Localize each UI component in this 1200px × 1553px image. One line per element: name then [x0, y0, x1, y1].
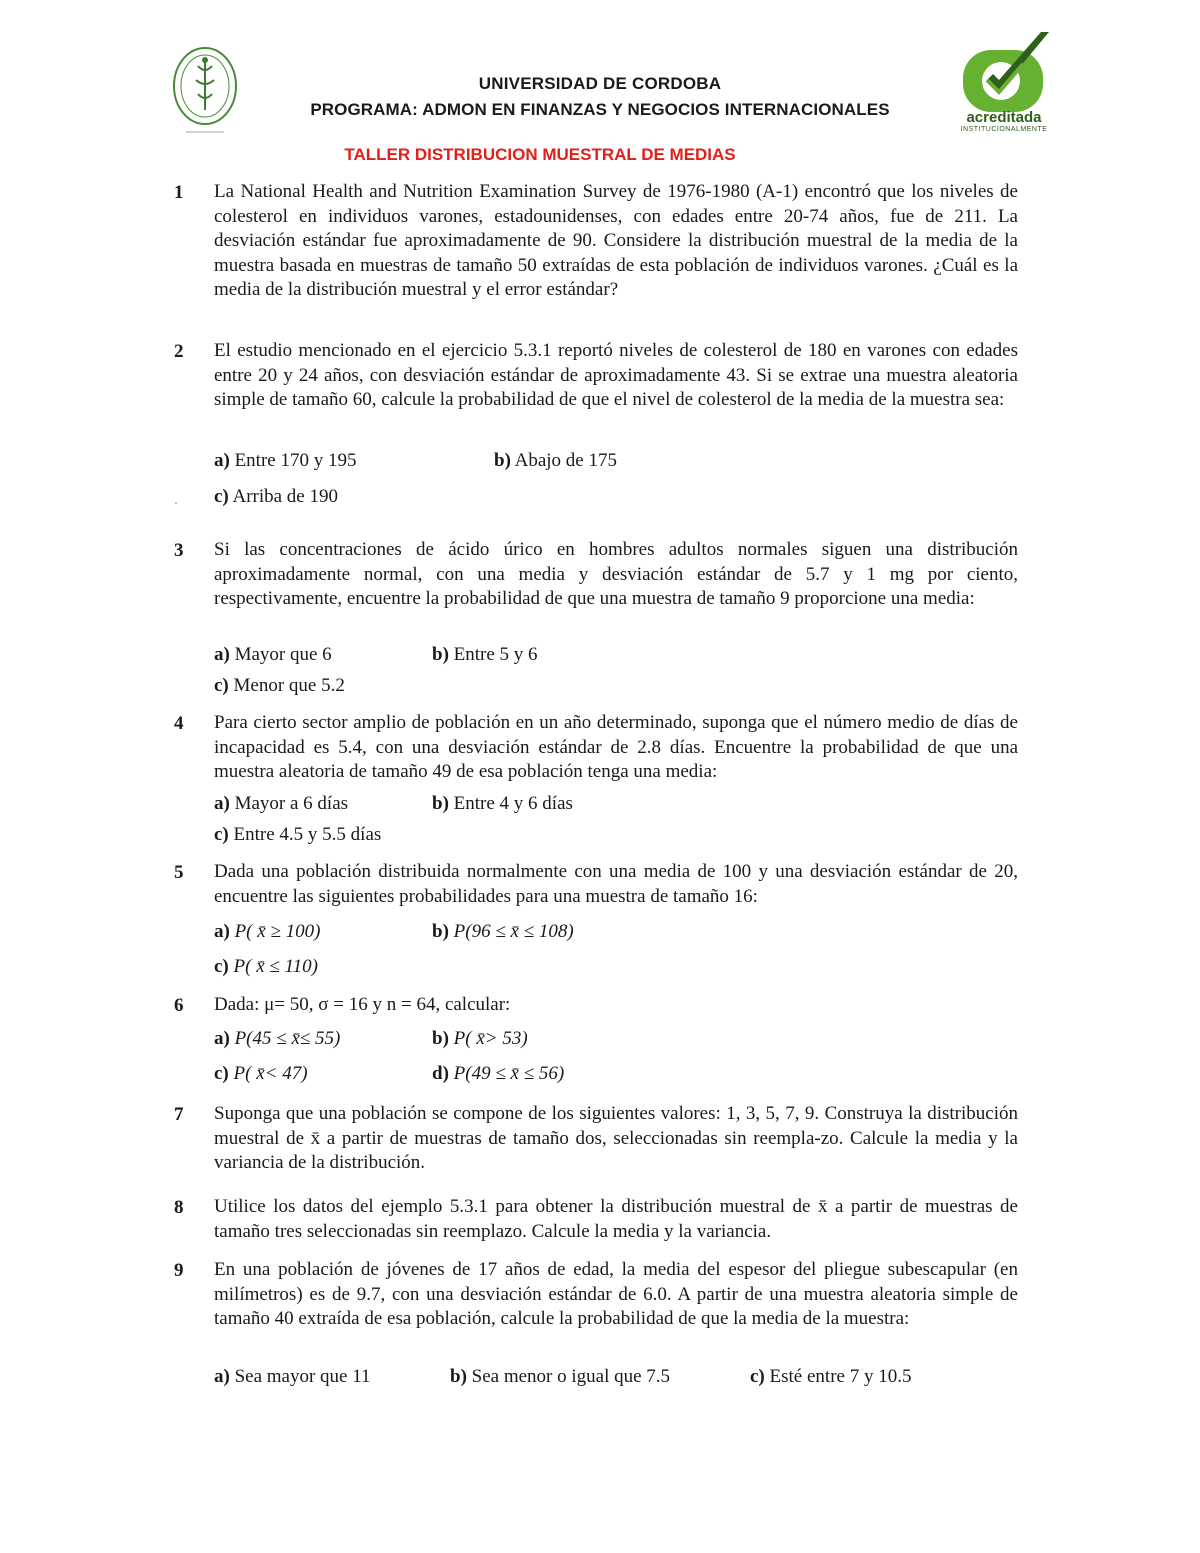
- question-number: 5: [174, 862, 184, 883]
- question-text: El estudio mencionado en el ejercicio 5.3.1 reportó niveles de colesterol de 180 en varones con edades entre 20 y 24 años, con desviación estándar de aproximadamente 43. Si se extrae una muestra aleatoria simple de tamaño 60, calcule la probabilidad de que el nivel de colesterol de la media de la muestra sea:: [214, 340, 1018, 411]
- stray-mark: ·: [174, 496, 178, 510]
- question-text: Si las concentraciones de ácido úrico en hombres adultos normales siguen una distribución aproximadamente normal, con una media y desviación estándar de 5.7 y 1 mg por ciento, respectivamente, encuentre la probabilidad de que una muestra de tamaño 9 proporcione una media:: [214, 539, 1018, 610]
- option-item: a) Sea mayor que 11: [214, 1366, 371, 1387]
- option-item: b) Sea menor o igual que 7.5: [450, 1366, 671, 1387]
- question-text: Utilice los datos del ejemplo 5.3.1 para obtener la distribución muestral de x̄ a partir de muestras de tamaño tres seleccionadas sin reemplazo. Calcule la media y la variancia.: [214, 1196, 1018, 1242]
- question-text: Dada: μ= 50, σ = 16 y n = 64, calcular:: [214, 994, 511, 1015]
- option-item: a) P(45 ≤ x̄≤ 55): [214, 1028, 341, 1049]
- accreditation-subtitle: INSTITUCIONALMENTE: [960, 126, 1048, 133]
- option-item: b) Abajo de 175: [494, 450, 617, 471]
- question-number: 7: [174, 1104, 184, 1125]
- page-title: TALLER DISTRIBUCION MUESTRAL DE MEDIAS: [344, 145, 736, 164]
- question-text: En una población de jóvenes de 17 años de edad, la media del espesor del pliegue subescapular (en milímetros) es de 9.7, con una desviación estándar de 6.0. A partir de una muestra aleatoria simple de tamaño 40 extraída de esa población, calcule la probabilidad de que la media de la muestra:: [214, 1259, 1018, 1330]
- question-number: 6: [174, 995, 184, 1016]
- option-item: a) P( x̄ ≥ 100): [214, 921, 321, 942]
- option-item: b) Entre 5 y 6: [432, 644, 538, 665]
- accreditation-word: acreditada: [966, 109, 1042, 126]
- option-item: b) Entre 4 y 6 días: [432, 793, 573, 814]
- question-number: 9: [174, 1260, 184, 1281]
- question-text: Para cierto sector amplio de población en un año determinado, suponga que el número medio de días de incapacidad es 5.4, con una desviación estándar de 2.8 días. Encuentre la probabilidad de que una muestra aleatoria de tamaño 49 de esa población tenga una media:: [214, 712, 1018, 783]
- question-number: 3: [174, 540, 184, 561]
- question-number: 1: [174, 182, 184, 203]
- option-item: c) Arriba de 190: [214, 486, 338, 507]
- option-item: a) Mayor a 6 días: [214, 793, 349, 814]
- option-item: c) P( x̄ ≤ 110): [214, 956, 318, 977]
- option-item: d) P(49 ≤ x̄ ≤ 56): [432, 1063, 565, 1084]
- option-item: c) Menor que 5.2: [214, 675, 345, 696]
- option-item: c) Entre 4.5 y 5.5 días: [214, 824, 382, 845]
- question-text: La National Health and Nutrition Examination Survey de 1976-1980 (A-1) encontró que los niveles de colesterol en individuos varones, estadounidenses, con edades entre 20-74 años, fue de 211. La desviación estándar fue aproximadamente de 90. Considere la distribución muestral de la media de la muestra basada en muestras de tamaño 50 extraídas de esta población de individuos varones. ¿Cuál es la media de la distribución muestral y el error estándar?: [214, 181, 1018, 301]
- university-name: UNIVERSIDAD DE CORDOBA: [478, 74, 722, 93]
- program-name: PROGRAMA: ADMON EN FINANZAS Y NEGOCIOS INTERNACIONALES: [310, 100, 890, 119]
- question-number: 4: [174, 713, 184, 734]
- option-item: a) Mayor que 6: [214, 644, 332, 665]
- question-number: 2: [174, 341, 184, 362]
- option-item: b) P(96 ≤ x̄ ≤ 108): [432, 921, 574, 942]
- option-item: b) P( x̄> 53): [432, 1028, 528, 1049]
- question-text: Dada una población distribuida normalmente con una media de 100 y una desviación estándar de 20, encuentre las siguientes probabilidades para una muestra de tamaño 16:: [214, 861, 1018, 907]
- question-text: Suponga que una población se compone de los siguientes valores: 1, 3, 5, 7, 9. Construya la distribución muestral de x̄ a partir de muestras de tamaño dos, seleccionadas sin reempla-zo. Calcule la media y la variancia de la distribución.: [214, 1103, 1018, 1174]
- question-number: 8: [174, 1197, 184, 1218]
- option-item: c) Esté entre 7 y 10.5: [750, 1366, 912, 1387]
- option-item: a) Entre 170 y 195: [214, 450, 357, 471]
- option-item: c) P( x̄< 47): [214, 1063, 308, 1084]
